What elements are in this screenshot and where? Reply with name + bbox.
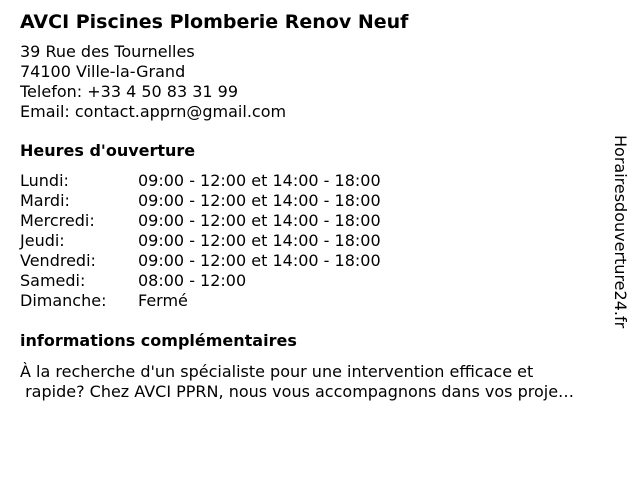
hours-row-tuesday — [20, 191, 615, 211]
additional-info-heading: informations complémentaires — [20, 331, 297, 350]
site-watermark: Horairesdouverture24.fr — [611, 135, 630, 329]
email-address[interactable]: Email: contact.apprn@gmail.com — [20, 102, 287, 121]
business-card — [20, 10, 615, 402]
day-hours: 09:00 - 12:00 et 14:00 - 18:00 — [138, 251, 381, 270]
day-hours: 08:00 - 12:00 — [138, 271, 247, 290]
hours-row-saturday — [20, 271, 615, 291]
description-line-1: À la recherche d'un spécialiste pour une intervention efficace et — [20, 362, 534, 381]
description-line-2: rapide? Chez AVCI PPRN, nous vous accompagnons dans vos proje… — [20, 382, 575, 401]
day-hours: Fermé — [138, 291, 188, 310]
opening-hours-heading: Heures d'ouverture — [20, 141, 196, 160]
hours-row-sunday — [20, 291, 615, 311]
hours-row-wednesday — [20, 211, 615, 231]
hours-row-friday — [20, 251, 615, 271]
day-hours: 09:00 - 12:00 et 14:00 - 18:00 — [138, 191, 381, 210]
hours-row-monday — [20, 171, 615, 191]
day-hours: 09:00 - 12:00 et 14:00 - 18:00 — [138, 231, 381, 250]
contact-block — [20, 42, 615, 122]
day-label: Vendredi: — [20, 251, 96, 270]
day-label: Jeudi: — [20, 231, 65, 250]
phone-number[interactable]: Telefon: +33 4 50 83 31 99 — [20, 82, 239, 101]
day-label: Samedi: — [20, 271, 86, 290]
day-label: Lundi: — [20, 171, 69, 190]
business-name: AVCI Piscines Plomberie Renov Neuf — [20, 11, 409, 33]
hours-row-thursday — [20, 231, 615, 251]
opening-hours-table — [20, 171, 615, 311]
business-description — [20, 362, 630, 402]
street-address: 39 Rue des Tournelles — [20, 42, 195, 61]
day-label: Dimanche: — [20, 291, 107, 310]
city-address: 74100 Ville-la-Grand — [20, 62, 186, 81]
day-label: Mercredi: — [20, 211, 95, 230]
day-label: Mardi: — [20, 191, 70, 210]
day-hours: 09:00 - 12:00 et 14:00 - 18:00 — [138, 171, 381, 190]
day-hours: 09:00 - 12:00 et 14:00 - 18:00 — [138, 211, 381, 230]
